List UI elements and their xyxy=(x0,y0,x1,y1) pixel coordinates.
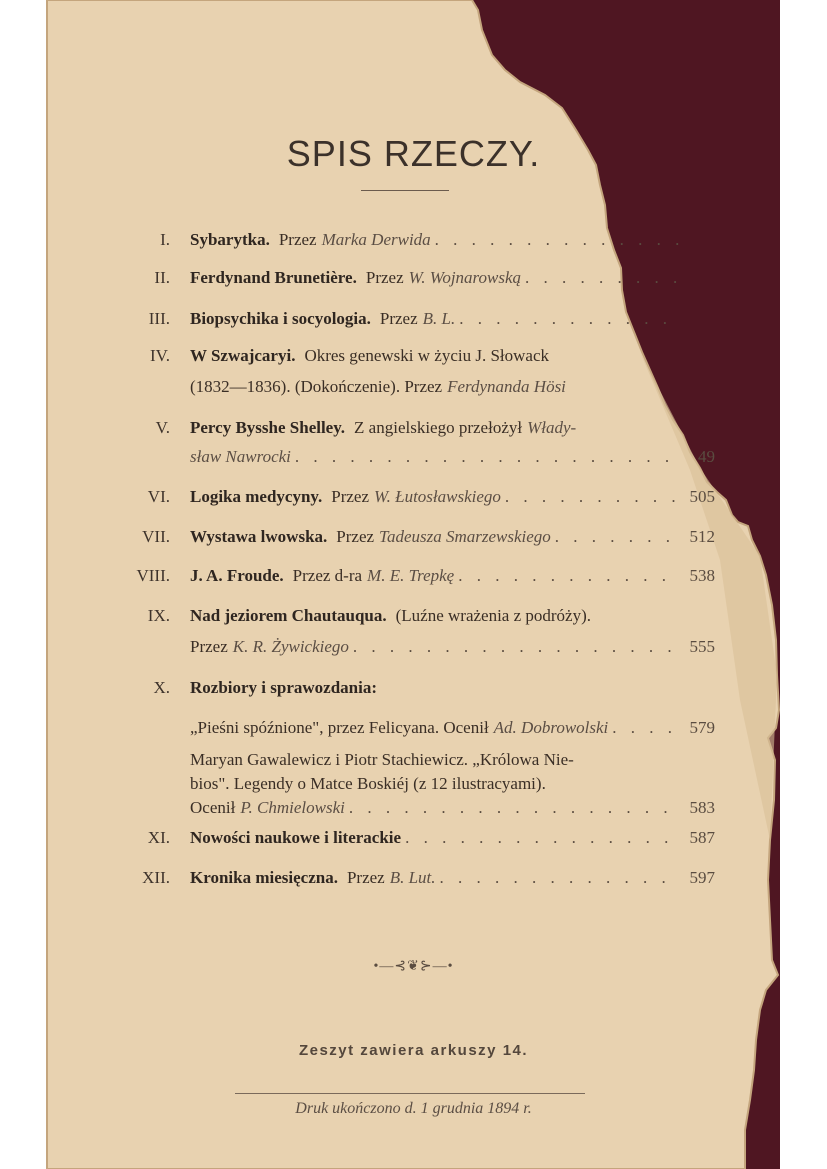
entry-author: K. R. Żywickiego xyxy=(232,637,349,656)
entry-author: W. Wojnarowską xyxy=(408,268,522,287)
entry-line xyxy=(190,309,715,333)
entry-number: XII. xyxy=(142,868,170,887)
entry-number: V. xyxy=(155,418,170,437)
entry-line xyxy=(190,346,715,370)
page-number: 579 xyxy=(689,718,715,737)
entry-author: B. Lut. xyxy=(389,868,436,887)
entry-text: „Pieśni spóźnione", przez Felicyana. Ocenił xyxy=(190,718,489,737)
entry-title: Kronika miesięczna. xyxy=(190,868,338,887)
entry-author: M. E. Trepkę xyxy=(367,566,455,585)
sheet-count-note: Zeszyt zawiera arkuszy 14. xyxy=(298,1042,529,1059)
entry-line xyxy=(190,487,715,511)
ornament-divider: •—⊰❦⊱—• xyxy=(373,959,454,974)
page-number: 555 xyxy=(689,637,715,656)
entry-number: VIII. xyxy=(136,566,170,585)
entry-text: Przez xyxy=(379,309,418,328)
leader-dots xyxy=(440,868,679,888)
leader-dots xyxy=(405,828,679,848)
page-number: 583 xyxy=(689,798,715,817)
leader-dots xyxy=(525,268,679,288)
entry-number: IV. xyxy=(150,346,170,365)
entry-number: XI. xyxy=(147,828,170,847)
entry-title: Nowości naukowe i literackie xyxy=(190,828,402,847)
entry-text: bios". Legendy o Matce Boskiéj (z 12 ilustracyami). xyxy=(190,774,546,793)
entry-line xyxy=(190,566,715,590)
page-number: 512 xyxy=(689,527,715,546)
entry-author: Ad. Dobrowolski xyxy=(493,718,609,737)
leader-dots xyxy=(295,447,679,467)
entry-line xyxy=(190,230,715,254)
entry-title: Rozbiory i sprawozdania: xyxy=(190,678,377,697)
page-title: SPIS RZECZY. xyxy=(286,133,541,174)
entry-line xyxy=(190,718,715,742)
footer-divider xyxy=(235,1093,585,1094)
entry-line xyxy=(190,268,715,292)
entry-text: Przez xyxy=(331,487,370,506)
entry-title: W Szwajcaryi. xyxy=(190,346,296,365)
entry-text: Przez xyxy=(336,527,375,546)
leader-dots xyxy=(435,230,679,250)
leader-dots xyxy=(505,487,679,507)
entry-text: Przez d-ra xyxy=(292,566,363,585)
entry-text: Okres genewski w życiu J. Słowack xyxy=(304,346,550,365)
entry-line xyxy=(190,678,715,702)
page-number: 597 xyxy=(689,868,715,887)
entry-text: Przez xyxy=(190,637,228,656)
entry-title: Wystawa lwowska. xyxy=(190,527,328,546)
entry-line xyxy=(190,637,715,661)
entry-line xyxy=(190,774,715,798)
entry-number: I. xyxy=(160,230,170,249)
entry-line xyxy=(190,750,715,774)
entry-author: Włady- xyxy=(527,418,577,437)
entry-author: Marka Derwida xyxy=(321,230,431,249)
entry-title: Biopsychika i socyologia. xyxy=(190,309,371,328)
entry-number: VI. xyxy=(147,487,170,506)
entry-title: Percy Bysshe Shelley. xyxy=(190,418,346,437)
print-date-note: Druk ukończono d. 1 grudnia 1894 r. xyxy=(295,1100,532,1117)
entry-text: Z angielskiego przełożył xyxy=(354,418,523,437)
entry-number: III. xyxy=(148,309,170,328)
entry-text: Przez xyxy=(278,230,317,249)
entry-line xyxy=(190,418,715,442)
entry-text: Przez xyxy=(365,268,404,287)
entry-line xyxy=(190,606,715,630)
entry-title: Nad jeziorem Chautauqua. xyxy=(190,606,387,625)
entry-line xyxy=(190,447,715,471)
entry-number: X. xyxy=(153,678,170,697)
leader-dots xyxy=(612,718,679,738)
page-number: 538 xyxy=(689,566,715,585)
entry-line xyxy=(190,828,715,852)
entry-number: IX. xyxy=(147,606,170,625)
leader-dots xyxy=(353,637,679,657)
entry-line xyxy=(190,798,715,822)
entry-line xyxy=(190,377,715,401)
entry-text: Przez xyxy=(346,868,385,887)
entry-number: VII. xyxy=(142,527,170,546)
entry-text: Maryan Gawalewicz i Piotr Stachiewicz. „Królowa Nie- xyxy=(190,750,574,769)
entry-author: P. Chmielowski xyxy=(240,798,345,817)
entry-text: Ocenił xyxy=(190,798,236,817)
entry-author: W. Łutosławskiego xyxy=(374,487,501,506)
entry-line xyxy=(190,868,715,892)
leader-dots xyxy=(555,527,679,547)
page-number: 49 xyxy=(698,447,715,466)
entry-title: J. A. Froude. xyxy=(190,566,284,585)
page-number: 587 xyxy=(689,828,715,847)
entry-title: Ferdynand Brunetière. xyxy=(190,268,357,287)
entry-author: B. L. xyxy=(422,309,456,328)
page-number: 505 xyxy=(689,487,715,506)
entry-line xyxy=(190,527,715,551)
entry-author: Tadeusza Smarzewskiego xyxy=(379,527,551,546)
entry-title: Sybarytka. xyxy=(190,230,270,249)
entry-text: (1832—1836). (Dokończenie). Przez xyxy=(190,377,443,396)
entry-author: sław Nawrocki xyxy=(190,447,291,466)
entry-title: Logika medycyny. xyxy=(190,487,323,506)
entry-number: II. xyxy=(154,268,170,287)
entry-author: Ferdynanda Hösi xyxy=(447,377,566,396)
leader-dots xyxy=(349,798,679,818)
leader-dots xyxy=(458,566,679,586)
leader-dots xyxy=(459,309,679,329)
entry-text: (Luźne wrażenia z podróży). xyxy=(395,606,592,625)
